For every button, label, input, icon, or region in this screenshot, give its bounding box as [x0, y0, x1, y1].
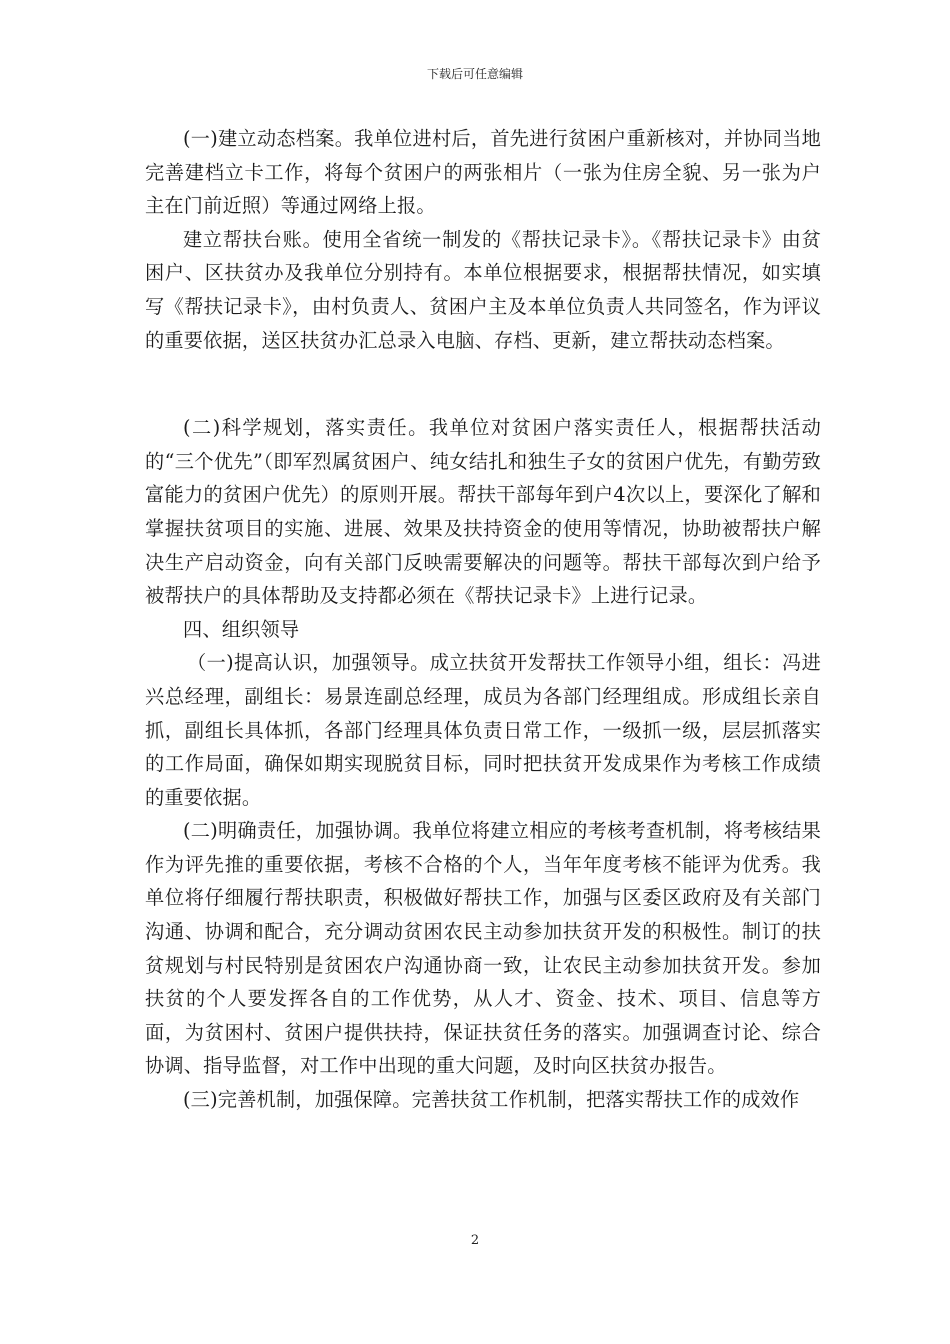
paragraph-improve-mechanism: (三)完善机制，加强保障。完善扶贫工作机制，把落实帮扶工作的成效作: [183, 1088, 800, 1112]
paragraph-establish-dynamic-archive: (一)建立动态档案。我单位进村后，首先进行贫困户重新核对，并协同当地完善建档立卡工作，将每个贫困户的两张相片（一张为住房全貌、另一张为户主在门前近照）等通过网络上报。: [145, 127, 821, 218]
page-number: 2: [470, 1233, 480, 1248]
paragraph-clarify-responsibility: (二)明确责任，加强协调。我单位将建立相应的考核考查机制，将考核结果作为评先推的重要依据，考核不合格的个人，当年年度考核不能评为优秀。我单位将仔细履行帮扶职责，积极做好帮扶工作，加强与区委区政府及有关部门沟通、协调和配合，充分调动贫困农民主动参加扶贫开发的积极性。制订的扶贫规划与村民特别是贫困农户沟通协商一致，让农民主动参加扶贫开发。参加扶贫的个人要发挥各自的工作优势，从人才、资金、技术、项目、信息等方面，为贫困村、贫困户提供扶持，保证扶贫任务的落实。加强调查讨论、综合协调、指导监督，对工作中出现的重大问题，及时向区扶贫办报告。: [145, 819, 821, 1078]
paragraph-raise-awareness: （一)提高认识，加强领导。成立扶贫开发帮扶工作领导小组，组长：冯进兴总经理，副组长：易景连副总经理，成员为各部门经理组成。形成组长亲自抓，副组长具体抓，各部门经理具体负责日常工作，一级抓一级，层层抓落实的工作局面，确保如期实现脱贫目标，同时把扶贫开发成果作为考核工作成绩的重要依据。: [145, 651, 821, 809]
document-body: [145, 122, 821, 1117]
paragraph-spacer: [145, 357, 821, 411]
page-header: 下载后可任意编辑: [426, 67, 523, 81]
paragraph-assistance-ledger: 建立帮扶台账。使用全省统一制发的《帮扶记录卡》。《帮扶记录卡》由贫困户、区扶贫办及我单位分别持有。本单位根据要求，根据帮扶情况，如实填写《帮扶记录卡》，由村负责人、贫困户主及本单位负责人共同签名，作为评议的重要依据，送区扶贫办汇总录入电脑、存档、更新，建立帮扶动态档案。: [145, 227, 821, 352]
section-heading-organization-leadership: 四、组织领导: [183, 617, 300, 641]
paragraph-scientific-planning: (二)科学规划，落实责任。我单位对贫困户落实责任人，根据帮扶活动的“三个优先”（即军烈属贫困户、纯女结扎和独生子女的贫困户优先，有勤劳致富能力的贫困户优先）的原则开展。帮扶干部每年到户4次以上，要深化了解和掌握扶贫项目的实施、进展、效果及扶持资金的使用等情况，协助被帮扶户解决生产启动资金，向有关部门反映需要解决的问题等。帮扶干部每次到户给予被帮扶户的具体帮助及支持都必须在《帮扶记录卡》上进行记录。: [145, 416, 821, 608]
